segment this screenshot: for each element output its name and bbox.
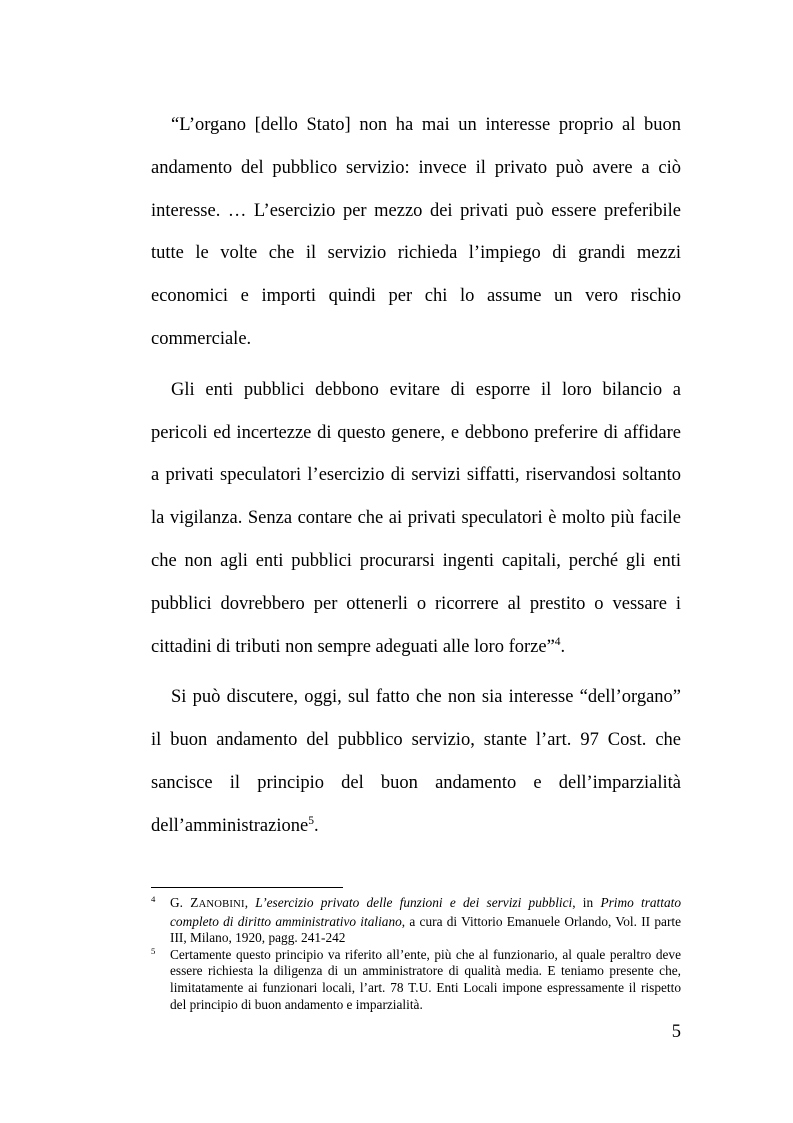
author-initial: G. — [170, 895, 183, 910]
footnote-line — [170, 895, 681, 914]
footnote-marker: 4 — [151, 894, 156, 904]
footnote-line — [170, 930, 681, 947]
text-line-content: dell’amministrazione — [151, 815, 309, 836]
footnote-line — [170, 963, 681, 980]
text-line: tutte le volte che il servizio richieda l’impiego di grandi mezzi — [151, 243, 681, 264]
footnote-line — [170, 914, 681, 931]
text-line: il buon andamento del pubblico servizio, stante l’art. 97 Cost. che — [151, 730, 681, 751]
text-line: a privati speculatori l’esercizio di servizi siffatti, riservandosi soltanto — [151, 465, 681, 486]
sentence-end: . — [560, 636, 566, 657]
sentence-end: . — [313, 815, 319, 836]
footnote-line — [170, 980, 681, 997]
footnote-reference: 4 — [554, 635, 561, 648]
text-line: Gli enti pubblici debbono evitare di esporre il loro bilancio a — [171, 379, 681, 400]
footnote-5 — [151, 947, 681, 1013]
text-line: andamento del pubblico servizio: invece il privato può avere a ciò — [151, 157, 681, 178]
citation-text: , in — [572, 895, 594, 910]
page-number: 5 — [671, 1022, 681, 1042]
work-title: L’esercizio privato delle funzioni e dei servizi pubblici — [255, 895, 573, 910]
footnote-line — [170, 947, 681, 964]
text-line: economici e importi quindi per chi lo assume un vero rischio — [151, 286, 681, 307]
footnote-text: Certamente questo principio va riferito all’ente, più che al funzionario, al quale peraltro deve — [170, 946, 681, 962]
collection-title: completo di diritto amministrativo italiano — [170, 913, 402, 929]
text-line: Si può discutere, oggi, sul fatto che non sia interesse “dell’organo” — [171, 687, 681, 708]
footnote-4 — [151, 895, 681, 947]
text-line: interesse. … L’esercizio per mezzo dei privati può essere preferibile — [151, 200, 681, 221]
footnote-marker: 5 — [151, 945, 156, 956]
text-line: commerciale. — [151, 328, 252, 349]
citation-text: III, Milano, 1920, pagg. 241-242 — [170, 930, 346, 946]
citation-text: , a cura di Vittorio Emanuele Orlando, Vol. II parte — [401, 913, 682, 929]
author-surname: ZANOBINI — [190, 895, 245, 910]
footnote-reference: 5 — [308, 814, 314, 827]
punctuation: , — [244, 895, 249, 910]
text-line: sancisce il principio del buon andamento e dell’imparzialità — [151, 772, 681, 793]
paragraph-3 — [151, 676, 681, 847]
text-line: pubblici dovrebbero per ottenerli o ricorrere al prestito o vessare i — [151, 593, 681, 614]
footnote-line — [170, 997, 681, 1014]
paragraph-2 — [151, 369, 681, 669]
text-line — [151, 805, 681, 848]
footnote-text: limitatamente ai funzionari locali, l’art. 78 T.U. Enti Locali impone espressamente il rispetto — [170, 979, 681, 995]
text-line: pericoli ed incertezze di questo genere, e debbono preferire di affidare — [151, 422, 681, 443]
collection-title: Primo trattato — [600, 895, 681, 910]
text-line-content: cittadini di tributi non sempre adeguati alle loro forze” — [151, 636, 555, 657]
footnote-text: essere richiesta la diligenza di un amministratore di qualità media. E teniamo presente che, — [170, 963, 681, 979]
text-line: la vigilanza. Senza contare che ai privati speculatori è molto più facile — [151, 508, 681, 529]
text-line — [151, 626, 681, 669]
text-line: “L’organo [dello Stato] non ha mai un interesse proprio al buon — [171, 115, 681, 135]
paragraph-1 — [151, 104, 681, 361]
footnote-text: del principio di buon andamento e imparzialità. — [170, 996, 423, 1012]
text-line: che non agli enti pubblici procurarsi ingenti capitali, perché gli enti — [151, 550, 681, 571]
footnote-separator — [151, 887, 343, 888]
footnotes — [151, 895, 681, 1013]
body-text — [151, 104, 681, 848]
